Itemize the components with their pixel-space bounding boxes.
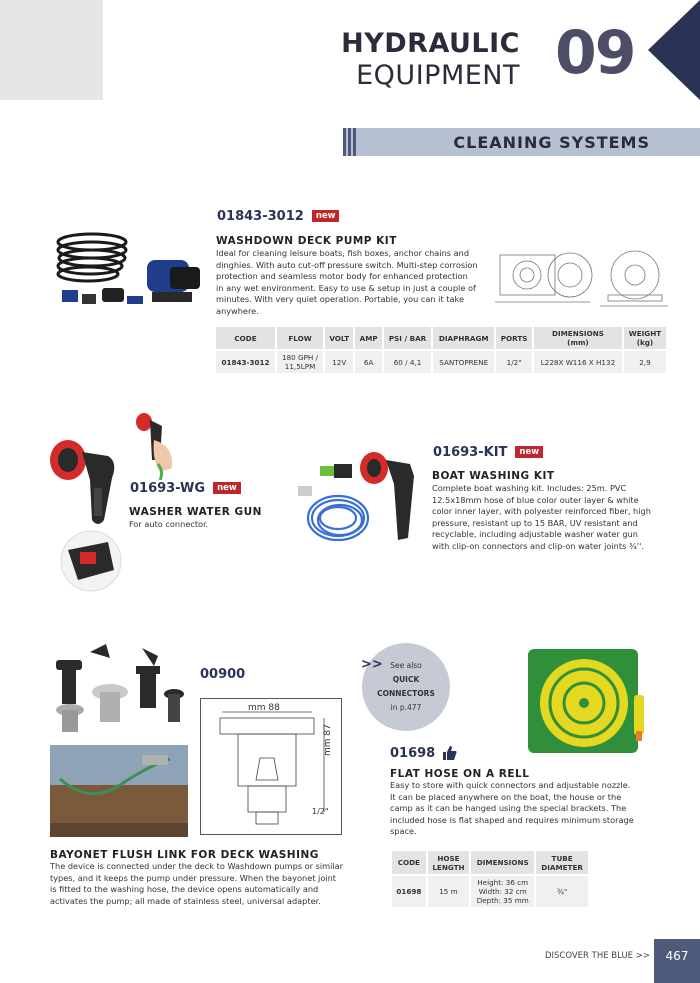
table-cell: 180 GPH / 11,5LPM xyxy=(276,350,324,373)
washdown-spec-table xyxy=(216,327,668,373)
product-name-washdown: WASHDOWN DECK PUMP KIT xyxy=(216,235,397,247)
new-badge: new xyxy=(213,482,241,494)
table-cell: Height: 36 cm Width: 32 cm Depth: 35 mm xyxy=(470,875,535,907)
product-code-01843: 01843-3012 new xyxy=(217,209,339,224)
flat-hose-reel-image xyxy=(520,645,660,757)
product-name-water-gun: WASHER WATER GUN xyxy=(129,506,262,518)
washdown-pump-kit-image xyxy=(52,222,212,322)
page-number: 467 xyxy=(654,939,700,983)
see-also-arrow-icon: >> xyxy=(361,657,383,672)
product-name-bayonet: BAYONET FLUSH LINK FOR DECK WASHING xyxy=(50,849,319,861)
table-header: CODE xyxy=(392,851,427,875)
chapter-number: 09 xyxy=(555,18,635,88)
bayonet-technical-drawing xyxy=(200,698,342,835)
water-gun-hand-image xyxy=(134,410,182,480)
header-title-line2: EQUIPMENT xyxy=(356,60,520,91)
table-header: PSI / BAR xyxy=(383,327,432,350)
corner-decoration xyxy=(0,0,103,100)
section-title: CLEANING SYSTEMS xyxy=(453,133,650,152)
table-cell: 60 / 4,1 xyxy=(383,350,432,373)
drawing-dim-thread: 1/2" xyxy=(312,807,329,816)
table-header: FLOW xyxy=(276,327,324,350)
table-header: HOSE LENGTH xyxy=(427,851,471,875)
product-code-00900: 00900 xyxy=(200,667,246,682)
water-gun-detail-image xyxy=(58,530,124,592)
product-desc-bayonet: The device is connected under the deck to Washdown pumps or similar types, and it keeps the pump under pressure. When the bayonet joint is fitted to the washing hose, the device opens automatically and activates the pump; all made of stainless steel, universal adapter. xyxy=(50,861,344,906)
see-also-quick-connectors[interactable]: See also QUICK CONNECTORS in p.477 xyxy=(362,643,450,731)
table-cell: 1/2" xyxy=(495,350,533,373)
product-desc-washdown: Ideal for cleaning leisure boats, fish boxes, anchor chains and dinghies. With auto cut-off pressure switch. Multi-step corrosion protection and seamless motor body for enhanced protection in any wet environment. Easy to use & setup in just a couple of minutes. With very quiet operation. Portable, you can it take anywhere. xyxy=(216,248,478,316)
water-gun-image xyxy=(46,438,124,530)
table-header: VOLT xyxy=(324,327,354,350)
table-cell: 6A xyxy=(354,350,382,373)
table-header: DIAPHRAGM xyxy=(432,327,495,350)
table-header: TUBE DIAMETER xyxy=(535,851,589,875)
table-header: DIMENSIONS (mm) xyxy=(533,327,623,350)
product-desc-flat-hose: Easy to store with quick connectors and adjustable nozzle. It can be placed anywhere on the boat, the house or the camp as it can be hanged using the special brackets. The included hose is flat shaped and requires minimum storage space. xyxy=(390,780,634,837)
flat-hose-spec-table xyxy=(392,851,590,907)
new-badge: new xyxy=(515,446,543,458)
header-title-line1: HYDRAULIC xyxy=(341,28,520,59)
table-cell: 01843-3012 xyxy=(216,350,276,373)
table-cell: 2,9 xyxy=(623,350,667,373)
header-triangle-icon xyxy=(648,0,700,100)
table-cell: 01698 xyxy=(392,875,427,907)
product-name-washing-kit: BOAT WASHING KIT xyxy=(432,470,555,482)
bayonet-usage-photo xyxy=(50,745,188,837)
product-desc-washing-kit: Complete boat washing kit. Includes: 25m. PVC 12.5x18mm hose of blue color outer layer & white color inner layer, with polyester reinforced fiber, high pressure, resistant up to 15 BAR, UV resistant and recyclable, including adjustable washer water gun with clip-on connectors and clip-on water joints ¾''. xyxy=(432,483,651,551)
boat-washing-kit-image xyxy=(290,448,428,553)
product-name-flat-hose: FLAT HOSE ON A RELL xyxy=(390,768,530,780)
pump-technical-drawing xyxy=(490,240,670,310)
table-cell: SANTOPRENE xyxy=(432,350,495,373)
table-cell: ¾" xyxy=(535,875,589,907)
product-code-01693-kit: 01693-KIT new xyxy=(433,445,543,460)
footer-tagline: DISCOVER THE BLUE >> xyxy=(544,951,650,961)
table-cell: L228X W116 X H132 xyxy=(533,350,623,373)
table-header: DIMENSIONS xyxy=(470,851,535,875)
drawing-dim-width: mm 88 xyxy=(248,703,280,713)
table-header: AMP xyxy=(354,327,382,350)
drawing-dim-height: mm 87 xyxy=(323,724,333,756)
table-row xyxy=(216,350,667,373)
table-row xyxy=(392,875,589,907)
bayonet-flush-link-image xyxy=(50,640,190,738)
product-code-01693-wg: 01693-WG new xyxy=(130,481,241,496)
section-stripes xyxy=(343,128,363,156)
product-desc-water-gun: For auto connector. xyxy=(129,519,209,529)
table-cell: 12V xyxy=(324,350,354,373)
table-header: PORTS xyxy=(495,327,533,350)
table-header: CODE xyxy=(216,327,276,350)
table-header: WEIGHT (kg) xyxy=(623,327,667,350)
product-code-01698: 01698 xyxy=(390,746,436,761)
thumbs-up-icon xyxy=(443,746,457,760)
table-cell: 15 m xyxy=(427,875,471,907)
new-badge: new xyxy=(312,210,340,222)
